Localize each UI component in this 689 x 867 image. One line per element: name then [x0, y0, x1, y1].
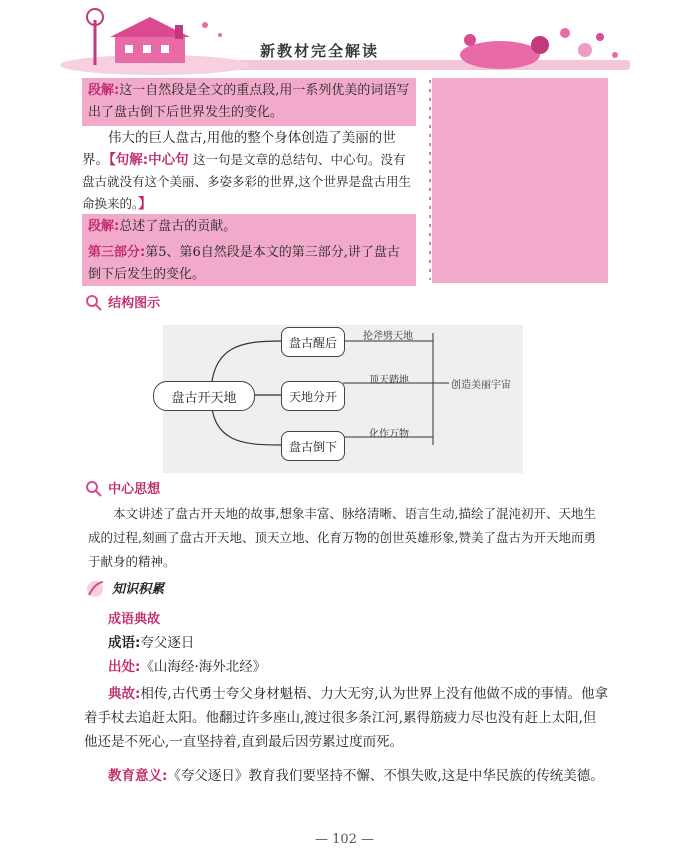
note-label: 第三部分:	[88, 245, 146, 260]
idiom-subheading: 成语典故	[108, 612, 161, 627]
paragraph-text: 伟大的巨人盘古,用他的整个身体创造了美丽的世界。	[82, 130, 396, 168]
diagram-node: 天地分开	[281, 381, 345, 411]
note-label: 段解:	[88, 83, 120, 98]
diagram-root-node: 盘古开天地	[153, 381, 255, 411]
central-idea-heading: 中心思想	[85, 478, 160, 498]
page-header	[0, 0, 689, 78]
diagram-summary-label: 创造美丽宇宙	[451, 380, 511, 391]
magnifier-icon	[85, 294, 103, 312]
splash-decoration-icon	[440, 15, 640, 75]
diagram-node: 盘古醒后	[281, 327, 345, 357]
magnifier-icon	[85, 480, 103, 498]
paragraph-note-box	[82, 214, 416, 240]
note-text: 这一自然段是全文的重点段,用一系列优美的词语写出了盘古倒下后世界发生的变化。	[88, 83, 410, 120]
structure-diagram	[163, 325, 523, 473]
diagram-edge-label: 化作万物	[369, 429, 409, 440]
note-text: 第5、第6自然段是本文的第三部分,讲了盘古倒下后发生的变化。	[88, 245, 400, 282]
central-idea-text: 本文讲述了盘古开天地的故事,想象丰富、脉络清晰、语言生动,描绘了混沌初开、天地生成的过程,刻画了盘古开天地、顶天立地、化育万物的创世英雄形象,赞美了盘古为开天地而勇于献身的精神。	[88, 506, 596, 569]
feather-icon	[85, 579, 107, 599]
diagram-edge-label: 抡斧劈天地	[363, 331, 413, 342]
section-note-box	[82, 240, 416, 286]
heart-divider-icon	[424, 80, 436, 280]
bracket-close: 】	[138, 196, 152, 212]
note-label: 段解:	[88, 219, 120, 234]
side-notes-panel	[432, 78, 608, 283]
castle-illustration-icon	[55, 5, 255, 75]
idiom-line: 成语:夸父逐日	[108, 635, 195, 651]
knowledge-heading: 知识积累	[85, 578, 164, 599]
page-number: — 102 —	[314, 832, 375, 847]
story-paragraph: 典故:相传,古代勇士夸父身材魁梧、力大无穷,认为世界上没有他做不成的事情。他拿着手杖去追赶太阳。他翻过许多座山,渡过很多条江河,累得筋疲力尽也没有赶上太阳,但他还是不死心,一直坚持着,直到最后因劳累过度而死。	[84, 686, 608, 750]
book-title: 新教材完全解读	[260, 42, 380, 60]
body-paragraph	[82, 127, 416, 215]
diagram-node: 盘古倒下	[281, 431, 345, 461]
sentence-note-text: 这一句是文章的总结句、中心句。没有盘古就没有这个美丽、多姿多彩的世界,这个世界是盘古用生命换来的。	[82, 152, 411, 211]
note-text: 总述了盘古的贡献。	[119, 219, 237, 234]
structure-heading: 结构图示	[85, 292, 160, 312]
diagram-edge-label: 顶天踏地	[369, 375, 409, 386]
source-line: 出处:《山海经·海外北经》	[108, 659, 267, 675]
bracket-open: 【	[109, 152, 116, 168]
paragraph-note-box	[82, 78, 416, 126]
education-paragraph: 教育意义:《夸父逐日》教育我们要坚持不懈、不惧失败,这是中华民族的传统美德。	[108, 768, 604, 784]
sentence-note-label: 句解:中心句	[115, 152, 189, 168]
